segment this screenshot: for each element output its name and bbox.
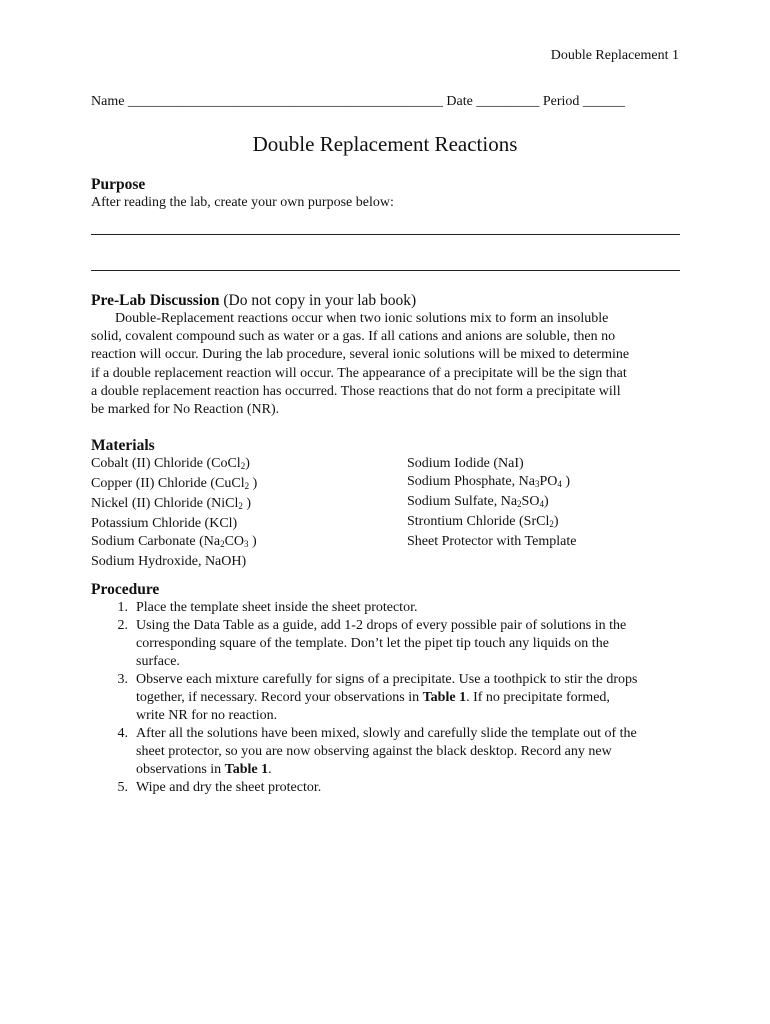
prelab-line: if a double replacement reaction will occur. The appearance of a precipitate will be the sign that [91, 365, 627, 381]
material-item: Potassium Chloride (KCl) [91, 516, 238, 531]
step-text: Place the template sheet inside the sheet protector. [136, 600, 418, 615]
page-header-label: Double Replacement 1 [550, 48, 679, 63]
material-item: Sodium Hydroxide, NaOH) [91, 554, 247, 569]
prelab-note: (Do not copy in your lab book) [219, 292, 417, 309]
prelab-heading: Pre-Lab Discussion [91, 292, 220, 309]
procedure-step [91, 671, 691, 725]
prelab-line: Double-Replacement reactions occur when two ionic solutions mix to form an insoluble [115, 311, 609, 326]
step-text: After all the solutions have been mixed, slowly and carefully slide the template out of the sheet protector, so you are now observing against the black desktop. Record any new observations in Table 1. [136, 726, 637, 777]
material-item: Sodium Iodide (NaI) [407, 456, 524, 471]
purpose-instruction: After reading the lab, create your own purpose below: [91, 195, 394, 210]
procedure-step [91, 617, 691, 671]
material-item: Sodium Carbonate ($Na_2CO_3$ ) [91, 534, 257, 549]
name-date-period-line: Name _____________________________________________ Date _________ Period ______ [91, 94, 625, 109]
purpose-heading: Purpose [91, 176, 146, 193]
materials-heading: Materials [91, 437, 155, 454]
material-item: Sodium Sulfate, $Na_2SO_4$) [407, 494, 549, 509]
prelab-line: be marked for No Reaction (NR). [91, 402, 280, 417]
step-number: 5. [117, 780, 128, 795]
procedure-step [91, 599, 691, 617]
step-number: 3. [117, 672, 128, 687]
material-item: Cobalt (II) Chloride (CoCl$_2$) [91, 456, 250, 471]
step-text: Wipe and dry the sheet protector. [136, 780, 322, 795]
material-item: Sodium Phosphate, $Na_3PO_4$ ) [407, 474, 571, 489]
step-number: 2. [117, 618, 128, 633]
purpose-write-line-1 [91, 234, 680, 235]
step-number: 1. [117, 600, 128, 615]
prelab-line: a double replacement reaction has occurred. Those reactions that do not form a precipitate will [91, 383, 621, 399]
procedure-step [91, 779, 691, 797]
material-item: Strontium Chloride (SrCl$_2$) [407, 514, 559, 529]
purpose-write-line-2 [91, 270, 680, 271]
step-text: Using the Data Table as a guide, add 1-2 drops of every possible pair of solutions in the corresponding square of the template. Don’t let the pipet tip touch any liquids on the surface. [136, 618, 627, 669]
prelab-heading-row [91, 291, 416, 311]
step-text: Observe each mixture carefully for signs of a precipitate. Use a toothpick to stir the drops together, if necessary. Record your observations in Table 1. If no precipitate formed, write NR for no reaction. [136, 672, 638, 723]
procedure-list [91, 599, 691, 797]
material-item: Nickel (II) Chloride (NiCl$_2$ ) [91, 496, 252, 511]
materials-list-right [407, 455, 576, 551]
prelab-line: solid, covalent compound such as water or a gas. If all cations and anions are soluble, then no [91, 329, 616, 345]
material-item: Copper (II) Chloride (CuCl$_2$ ) [91, 476, 258, 491]
step-number: 4. [117, 726, 128, 741]
material-item: Sheet Protector with Template [407, 534, 577, 549]
procedure-heading: Procedure [91, 581, 160, 598]
prelab-line: reaction will occur. During the lab procedure, several ionic solutions will be mixed to determine [91, 347, 630, 363]
materials-list-left [91, 455, 257, 571]
document-title: Double Replacement Reactions [252, 132, 518, 156]
procedure-step [91, 725, 691, 779]
